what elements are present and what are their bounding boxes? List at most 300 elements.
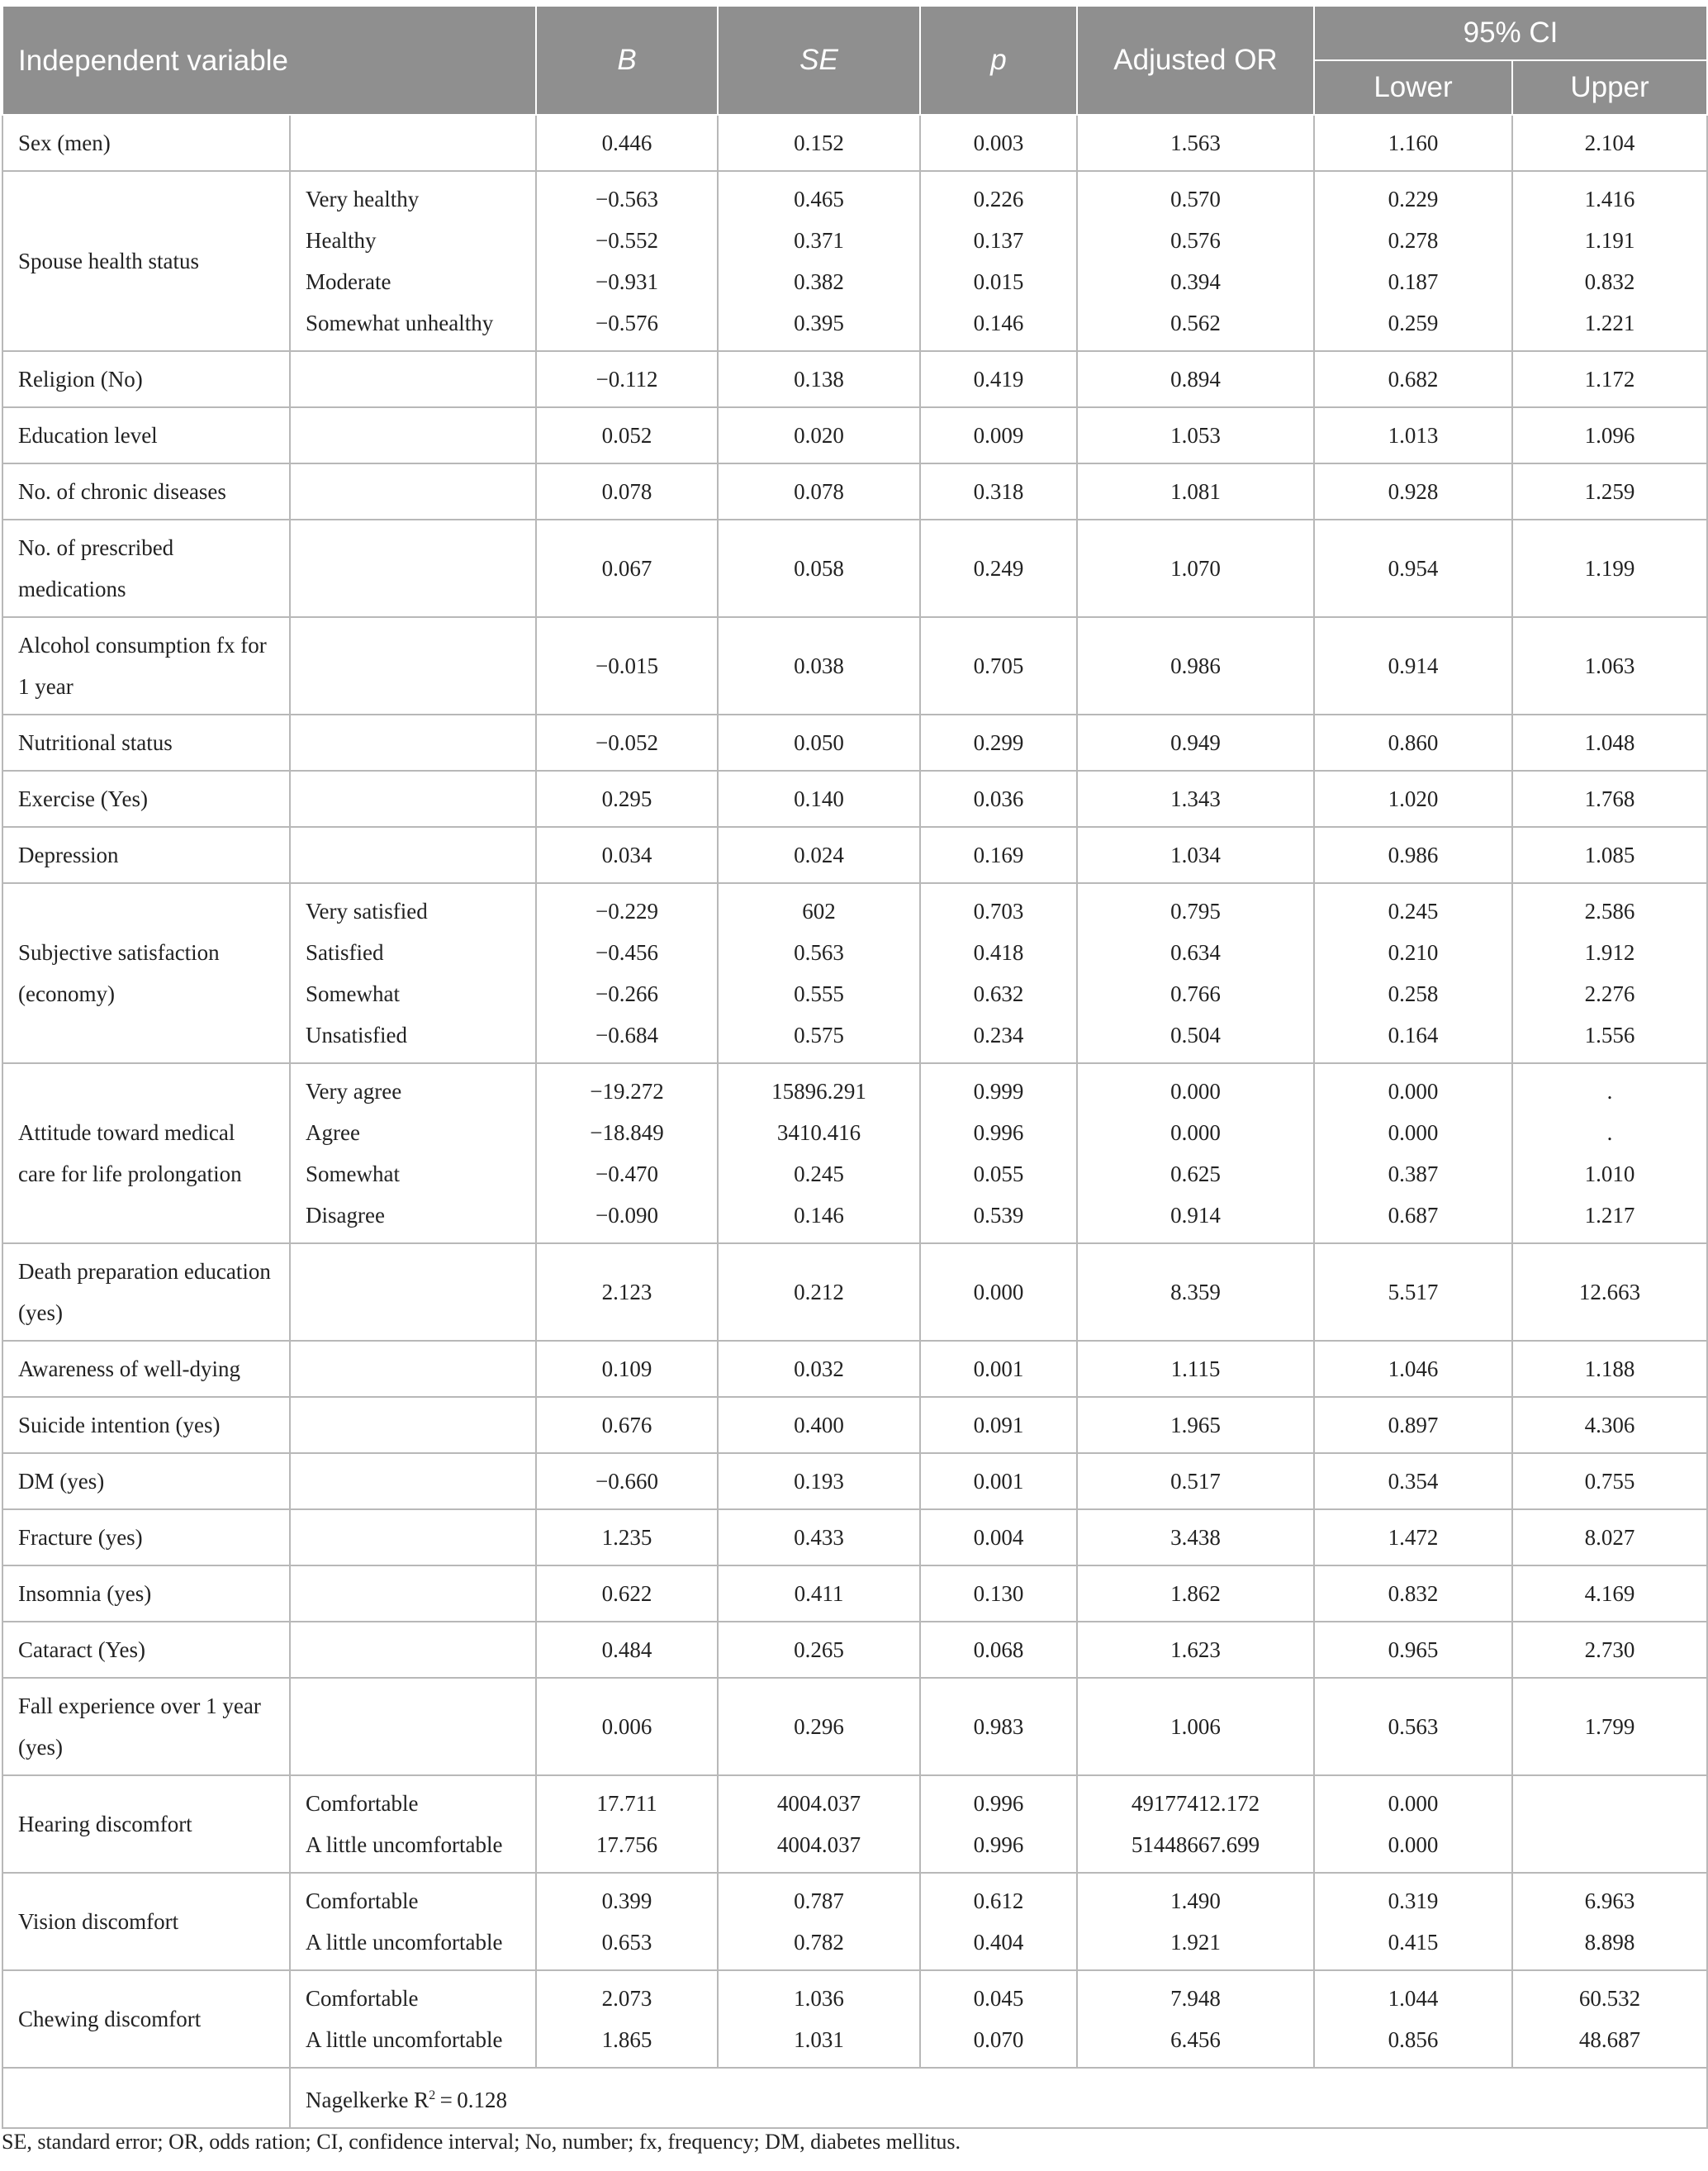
value: 1.085	[1584, 843, 1635, 867]
value: 0.687	[1388, 1203, 1439, 1228]
header-95-ci: 95% CI	[1314, 6, 1707, 60]
cell-variable: Fracture (yes)	[2, 1509, 290, 1565]
cell-ci-upper	[1512, 1243, 1707, 1341]
cell-b	[536, 771, 718, 827]
value: 0.653	[601, 1930, 652, 1955]
value: 0.632	[973, 981, 1024, 1006]
value: 0.000	[973, 1280, 1024, 1304]
cell-adjusted-or	[1077, 1453, 1314, 1509]
category-label: Comfortable	[306, 1791, 419, 1816]
table-row	[2, 1970, 1707, 2068]
value: −0.470	[595, 1162, 658, 1186]
value: 0.986	[1170, 653, 1221, 678]
cell-ci-lower	[1314, 1873, 1512, 1970]
value: −0.229	[595, 899, 658, 924]
cell-b	[536, 1873, 718, 1970]
table-row	[2, 1565, 1707, 1622]
value: 0.229	[1388, 187, 1439, 211]
table-row	[2, 883, 1707, 1063]
cell-ci-lower	[1314, 1243, 1512, 1341]
category-label: A little uncomfortable	[306, 1930, 503, 1955]
value: 0.000	[1388, 1832, 1439, 1857]
cell-variable: Spouse health status	[2, 171, 290, 351]
cell-adjusted-or	[1077, 115, 1314, 171]
cell-adjusted-or	[1077, 771, 1314, 827]
cell-ci-upper	[1512, 1873, 1707, 1970]
cell-se	[718, 1453, 920, 1509]
cell-se	[718, 1775, 920, 1873]
cell-variable: Awareness of well-dying	[2, 1341, 290, 1397]
cell-se	[718, 463, 920, 520]
cell-category	[290, 171, 536, 351]
cell-category	[290, 1243, 536, 1341]
value: 1.199	[1584, 556, 1635, 581]
value: 0.576	[1170, 228, 1221, 253]
cell-se	[718, 1678, 920, 1775]
cell-ci-upper	[1512, 1453, 1707, 1509]
cell-se	[718, 1873, 920, 1970]
cell-adjusted-or	[1077, 1622, 1314, 1678]
value: 4.306	[1584, 1413, 1635, 1437]
cell-ci-lower	[1314, 1622, 1512, 1678]
cell-category	[290, 771, 536, 827]
cell-se	[718, 171, 920, 351]
category-label: Comfortable	[306, 1986, 419, 2011]
cell-variable: Cataract (Yes)	[2, 1622, 290, 1678]
value: 0.400	[794, 1413, 844, 1437]
cell-ci-lower	[1314, 1509, 1512, 1565]
category-label: Healthy	[306, 228, 377, 253]
value: 0.897	[1388, 1413, 1439, 1437]
value: 51448667.699	[1131, 1832, 1260, 1857]
value: 0.034	[601, 843, 652, 867]
value: 0.319	[1388, 1888, 1439, 1913]
value: 0.259	[1388, 311, 1439, 335]
cell-ci-lower	[1314, 1565, 1512, 1622]
value: 0.258	[1388, 981, 1439, 1006]
value: 0.318	[973, 479, 1024, 504]
value: 0.928	[1388, 479, 1439, 504]
cell-variable: Death preparation education (yes)	[2, 1243, 290, 1341]
cell-ci-lower	[1314, 771, 1512, 827]
value: 0.625	[1170, 1162, 1221, 1186]
value: 0.996	[973, 1832, 1024, 1857]
cell-se	[718, 1565, 920, 1622]
cell-empty	[2, 2068, 290, 2128]
value: 0.418	[973, 940, 1024, 965]
value: 1.912	[1584, 940, 1635, 965]
cell-category	[290, 1678, 536, 1775]
cell-ci-upper	[1512, 463, 1707, 520]
table-body	[2, 115, 1707, 2128]
cell-se	[718, 520, 920, 617]
cell-variable: Nutritional status	[2, 715, 290, 771]
value: 0.000	[1170, 1079, 1221, 1104]
cell-se	[718, 883, 920, 1063]
value: 0.419	[973, 367, 1024, 392]
value: 0.000	[1170, 1120, 1221, 1145]
value: 0.024	[794, 843, 844, 867]
value: 0.395	[794, 311, 844, 335]
cell-ci-upper	[1512, 827, 1707, 883]
value: −0.552	[595, 228, 658, 253]
cell-p	[920, 407, 1077, 463]
cell-category	[290, 115, 536, 171]
cell-category	[290, 883, 536, 1063]
value: 0.070	[973, 2027, 1024, 2052]
value: 0.555	[794, 981, 844, 1006]
value: −0.090	[595, 1203, 658, 1228]
value: −0.660	[595, 1469, 658, 1494]
cell-category	[290, 1775, 536, 1873]
value: 0.996	[973, 1791, 1024, 1816]
value: 0.130	[973, 1581, 1024, 1606]
value: 2.730	[1584, 1637, 1635, 1662]
table-row	[2, 115, 1707, 171]
value: 8.359	[1170, 1280, 1221, 1304]
cell-ci-upper	[1512, 171, 1707, 351]
cell-ci-lower	[1314, 883, 1512, 1063]
cell-ci-upper	[1512, 351, 1707, 407]
value: 0.539	[973, 1203, 1024, 1228]
cell-adjusted-or	[1077, 520, 1314, 617]
cell-ci-lower	[1314, 1341, 1512, 1397]
value: 8.027	[1584, 1525, 1635, 1550]
cell-category	[290, 1453, 536, 1509]
table-row	[2, 827, 1707, 883]
value: 0.382	[794, 269, 844, 294]
value: 0.245	[794, 1162, 844, 1186]
nagelkerke-r2	[290, 2068, 1707, 2128]
value: 0.411	[794, 1581, 844, 1606]
value: −0.266	[595, 981, 658, 1006]
cell-se	[718, 1063, 920, 1243]
value: 0.954	[1388, 556, 1439, 581]
value: 5.517	[1388, 1280, 1439, 1304]
value: 1.048	[1584, 730, 1635, 755]
cell-b	[536, 1970, 718, 2068]
cell-category	[290, 617, 536, 715]
cell-adjusted-or	[1077, 1243, 1314, 1341]
value: 0.055	[973, 1162, 1024, 1186]
value: 0.052	[601, 423, 652, 448]
value: 4004.037	[776, 1832, 861, 1857]
value: 1.031	[794, 2027, 844, 2052]
category-label: A little uncomfortable	[306, 1832, 503, 1857]
cell-se	[718, 1397, 920, 1453]
cell-ci-lower	[1314, 617, 1512, 715]
value: 2.586	[1584, 899, 1635, 924]
cell-p	[920, 1873, 1077, 1970]
value: 2.276	[1584, 981, 1635, 1006]
header-adjusted-or: Adjusted OR	[1077, 6, 1314, 115]
value: 3.438	[1170, 1525, 1221, 1550]
cell-adjusted-or	[1077, 1775, 1314, 1873]
value: 0.415	[1388, 1930, 1439, 1955]
value: 0.682	[1388, 367, 1439, 392]
cell-b	[536, 1775, 718, 1873]
value: 0.004	[973, 1525, 1024, 1550]
value: 0.634	[1170, 940, 1221, 965]
value: 0.755	[1584, 1469, 1635, 1494]
value: 0.078	[601, 479, 652, 504]
cell-p	[920, 617, 1077, 715]
cell-p	[920, 827, 1077, 883]
cell-se	[718, 115, 920, 171]
value: 0.965	[1388, 1637, 1439, 1662]
value: 1.472	[1388, 1525, 1439, 1550]
value: 2.104	[1584, 131, 1635, 155]
value: 1.259	[1584, 479, 1635, 504]
value: 0.832	[1388, 1581, 1439, 1606]
cell-variable: Depression	[2, 827, 290, 883]
value: 1.034	[1170, 843, 1221, 867]
cell-p	[920, 715, 1077, 771]
value: 0.795	[1170, 899, 1221, 924]
table-row	[2, 407, 1707, 463]
value: 0.038	[794, 653, 844, 678]
cell-b	[536, 827, 718, 883]
value: 1.921	[1170, 1930, 1221, 1955]
value: 0.045	[973, 1986, 1024, 2011]
value: 1.865	[601, 2027, 652, 2052]
table-row	[2, 1453, 1707, 1509]
cell-b	[536, 883, 718, 1063]
cell-ci-upper	[1512, 1509, 1707, 1565]
cell-se	[718, 1622, 920, 1678]
value: 2.073	[601, 1986, 652, 2011]
value: 0.394	[1170, 269, 1221, 294]
cell-adjusted-or	[1077, 1397, 1314, 1453]
cell-category	[290, 715, 536, 771]
value: 0.032	[794, 1356, 844, 1381]
cell-variable: Insomnia (yes)	[2, 1565, 290, 1622]
cell-b	[536, 171, 718, 351]
cell-se	[718, 827, 920, 883]
cell-se	[718, 1509, 920, 1565]
value: 0.399	[601, 1888, 652, 1913]
value: −0.576	[595, 311, 658, 335]
value: 1.160	[1388, 131, 1439, 155]
category-label: Very satisfied	[306, 899, 428, 924]
cell-se	[718, 771, 920, 827]
value: 0.484	[601, 1637, 652, 1662]
cell-b	[536, 715, 718, 771]
cell-p	[920, 1063, 1077, 1243]
cell-category	[290, 407, 536, 463]
cell-ci-upper	[1512, 1565, 1707, 1622]
value: 1.221	[1584, 311, 1635, 335]
value: 1.115	[1170, 1356, 1221, 1381]
value: 0.996	[973, 1120, 1024, 1145]
value: −19.272	[590, 1079, 664, 1104]
cell-adjusted-or	[1077, 1565, 1314, 1622]
value: 0.856	[1388, 2027, 1439, 2052]
cell-category	[290, 1622, 536, 1678]
cell-adjusted-or	[1077, 715, 1314, 771]
value: −0.684	[595, 1023, 658, 1047]
value: 12.663	[1578, 1280, 1641, 1304]
value: 1.235	[601, 1525, 652, 1550]
header-upper: Upper	[1512, 60, 1707, 115]
category-label: Somewhat unhealthy	[306, 311, 494, 335]
value: 0.404	[973, 1930, 1024, 1955]
table-row	[2, 1397, 1707, 1453]
value: 8.898	[1584, 1930, 1635, 1955]
table-row-model-fit	[2, 2068, 1707, 2128]
cell-variable: Education level	[2, 407, 290, 463]
value: 1.188	[1584, 1356, 1635, 1381]
cell-b	[536, 463, 718, 520]
table-row	[2, 1678, 1707, 1775]
value: 0.000	[1388, 1791, 1439, 1816]
value: 0.562	[1170, 311, 1221, 335]
cell-p	[920, 1565, 1077, 1622]
cell-adjusted-or	[1077, 1063, 1314, 1243]
value: 1.563	[1170, 131, 1221, 155]
value: 0.212	[794, 1280, 844, 1304]
cell-se	[718, 1243, 920, 1341]
cell-category	[290, 463, 536, 520]
value: 2.123	[601, 1280, 652, 1304]
cell-category	[290, 1063, 536, 1243]
table-row	[2, 520, 1707, 617]
value: 0.020	[794, 423, 844, 448]
cell-p	[920, 1509, 1077, 1565]
value: 1.006	[1170, 1714, 1221, 1739]
value: 0.000	[1388, 1120, 1439, 1145]
value: 0.986	[1388, 843, 1439, 867]
cell-category	[290, 1970, 536, 2068]
value: −0.112	[595, 367, 658, 392]
cell-b	[536, 1341, 718, 1397]
table-row	[2, 1243, 1707, 1341]
cell-ci-lower	[1314, 463, 1512, 520]
cell-p	[920, 115, 1077, 171]
value: 0.193	[794, 1469, 844, 1494]
value: 60.532	[1578, 1986, 1641, 2011]
value: 6.963	[1584, 1888, 1635, 1913]
value: 49177412.172	[1131, 1791, 1260, 1816]
cell-variable: No. of prescribed medications	[2, 520, 290, 617]
category-label: Somewhat	[306, 1162, 400, 1186]
value: 17.711	[596, 1791, 657, 1816]
table-header	[2, 6, 1707, 115]
value: 17.756	[595, 1832, 658, 1857]
cell-variable: Alcohol consumption fx for 1 year	[2, 617, 290, 715]
cell-b	[536, 1063, 718, 1243]
value: 7.948	[1170, 1986, 1221, 2011]
value: 0.003	[973, 131, 1024, 155]
cell-ci-lower	[1314, 1678, 1512, 1775]
cell-variable: DM (yes)	[2, 1453, 290, 1509]
cell-category	[290, 1509, 536, 1565]
cell-adjusted-or	[1077, 883, 1314, 1063]
table-row	[2, 1063, 1707, 1243]
table-row	[2, 1341, 1707, 1397]
value: 0.146	[794, 1203, 844, 1228]
cell-adjusted-or	[1077, 1678, 1314, 1775]
cell-p	[920, 1243, 1077, 1341]
value: 1.965	[1170, 1413, 1221, 1437]
cell-ci-lower	[1314, 827, 1512, 883]
value: 0.006	[601, 1714, 652, 1739]
value: 0.504	[1170, 1023, 1221, 1047]
cell-category	[290, 1341, 536, 1397]
cell-ci-upper	[1512, 771, 1707, 827]
cell-ci-lower	[1314, 407, 1512, 463]
cell-b	[536, 407, 718, 463]
value: −0.563	[595, 187, 658, 211]
cell-ci-lower	[1314, 715, 1512, 771]
cell-ci-lower	[1314, 115, 1512, 171]
table-row	[2, 1622, 1707, 1678]
cell-category	[290, 1873, 536, 1970]
value: 0.001	[973, 1469, 1024, 1494]
cell-p	[920, 1970, 1077, 2068]
cell-p	[920, 883, 1077, 1063]
table-row	[2, 1775, 1707, 1873]
value: 0.299	[973, 730, 1024, 755]
cell-b	[536, 1565, 718, 1622]
value: 0.433	[794, 1525, 844, 1550]
value: 1.768	[1584, 786, 1635, 811]
value: 0.152	[794, 131, 844, 155]
nagelkerke-superscript: 2	[429, 2088, 436, 2102]
cell-ci-upper	[1512, 1622, 1707, 1678]
value: 0.000	[1388, 1079, 1439, 1104]
value: 0.575	[794, 1023, 844, 1047]
value: 0.146	[973, 311, 1024, 335]
table-row	[2, 463, 1707, 520]
value: 0.009	[973, 423, 1024, 448]
value: 0.164	[1388, 1023, 1439, 1047]
value: 0.465	[794, 187, 844, 211]
cell-adjusted-or	[1077, 1341, 1314, 1397]
value: 1.623	[1170, 1637, 1221, 1662]
value: −0.015	[595, 653, 658, 678]
value: 0.234	[973, 1023, 1024, 1047]
value: 1.081	[1170, 479, 1221, 504]
value: 48.687	[1578, 2027, 1641, 2052]
value: 0.387	[1388, 1162, 1439, 1186]
cell-adjusted-or	[1077, 617, 1314, 715]
value: .	[1606, 1079, 1613, 1104]
value: 0.296	[794, 1714, 844, 1739]
header-lower: Lower	[1314, 60, 1512, 115]
cell-p	[920, 1341, 1077, 1397]
cell-adjusted-or	[1077, 171, 1314, 351]
value: 0.137	[973, 228, 1024, 253]
cell-category	[290, 1565, 536, 1622]
cell-ci-lower	[1314, 351, 1512, 407]
table-row	[2, 771, 1707, 827]
table-row	[2, 171, 1707, 351]
value: 0.138	[794, 367, 844, 392]
value: 1.416	[1584, 187, 1635, 211]
value: 0.914	[1170, 1203, 1221, 1228]
value: 1.343	[1170, 786, 1221, 811]
value: 1.020	[1388, 786, 1439, 811]
cell-b	[536, 617, 718, 715]
cell-ci-lower	[1314, 520, 1512, 617]
value: 0.140	[794, 786, 844, 811]
cell-p	[920, 1678, 1077, 1775]
value: −0.931	[595, 269, 658, 294]
value: 0.109	[601, 1356, 652, 1381]
value: 0.001	[973, 1356, 1024, 1381]
cell-b	[536, 1509, 718, 1565]
